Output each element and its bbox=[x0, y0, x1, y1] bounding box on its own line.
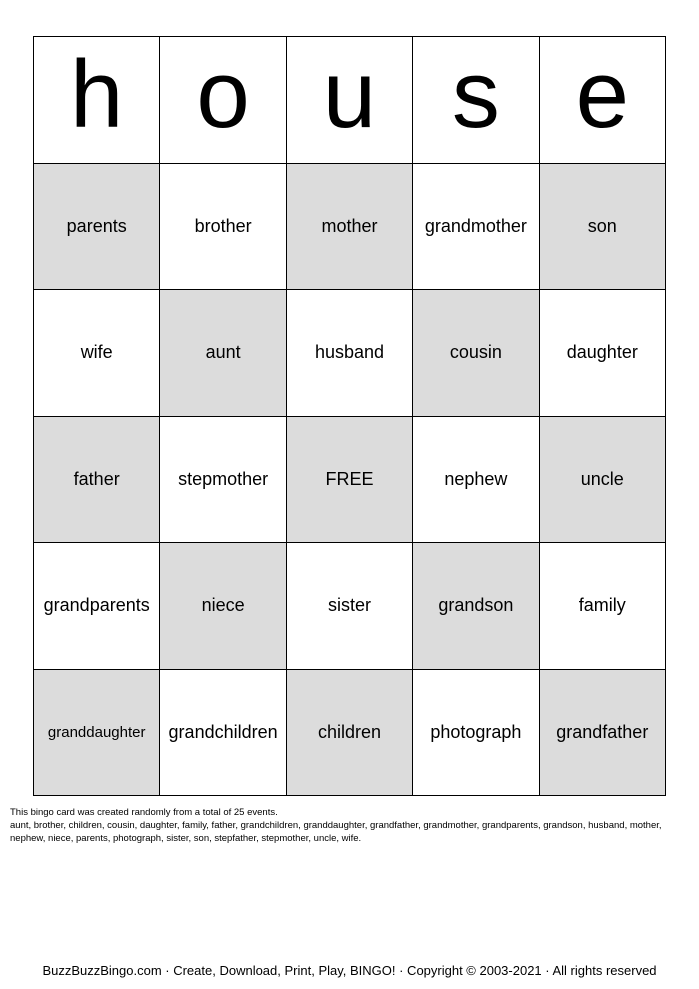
page-footer: BuzzBuzzBingo.com · Create, Download, Print, Play, BINGO! · Copyright © 2003-2021 · All rights reserved bbox=[42, 963, 657, 978]
bingo-cell: father bbox=[34, 417, 160, 544]
bingo-cell: family bbox=[540, 543, 666, 670]
bingo-cell: uncle bbox=[540, 417, 666, 544]
bingo-cell: sister bbox=[287, 543, 413, 670]
bingo-cell: wife bbox=[34, 290, 160, 417]
bingo-cell: grandchildren bbox=[160, 670, 286, 797]
bingo-cell: aunt bbox=[160, 290, 286, 417]
bingo-cell: grandson bbox=[413, 543, 539, 670]
bingo-cell: brother bbox=[160, 164, 286, 291]
bingo-cell: daughter bbox=[540, 290, 666, 417]
header-letter: o bbox=[160, 37, 286, 164]
notes-summary: This bingo card was created randomly from a total of 25 events. bbox=[10, 807, 278, 818]
bingo-cell: children bbox=[287, 670, 413, 797]
header-letter: h bbox=[34, 37, 160, 164]
bingo-cell: nephew bbox=[413, 417, 539, 544]
bingo-cell: grandmother bbox=[413, 164, 539, 291]
bingo-cell: grandparents bbox=[34, 543, 160, 670]
header-letter: s bbox=[413, 37, 539, 164]
bingo-cell: granddaughter bbox=[34, 670, 160, 797]
free-space: FREE bbox=[287, 417, 413, 544]
card-notes bbox=[10, 806, 690, 845]
bingo-cell: cousin bbox=[413, 290, 539, 417]
notes-word-list: aunt, brother, children, cousin, daughter, family, father, grandchildren, granddaughter, grandfather, grandmother, grandparents, grandson, husband, mother, nephew, niece, parents, photograph, sister, son, stepfather, stepmother, uncle, wife. bbox=[10, 820, 662, 844]
bingo-cell: grandfather bbox=[540, 670, 666, 797]
header-letter: u bbox=[287, 37, 413, 164]
bingo-cell: stepmother bbox=[160, 417, 286, 544]
bingo-cell: photograph bbox=[413, 670, 539, 797]
bingo-cell: mother bbox=[287, 164, 413, 291]
bingo-cell: son bbox=[540, 164, 666, 291]
bingo-cell: husband bbox=[287, 290, 413, 417]
bingo-card bbox=[33, 36, 666, 796]
bingo-cell: niece bbox=[160, 543, 286, 670]
bingo-cell: parents bbox=[34, 164, 160, 291]
header-letter: e bbox=[540, 37, 666, 164]
